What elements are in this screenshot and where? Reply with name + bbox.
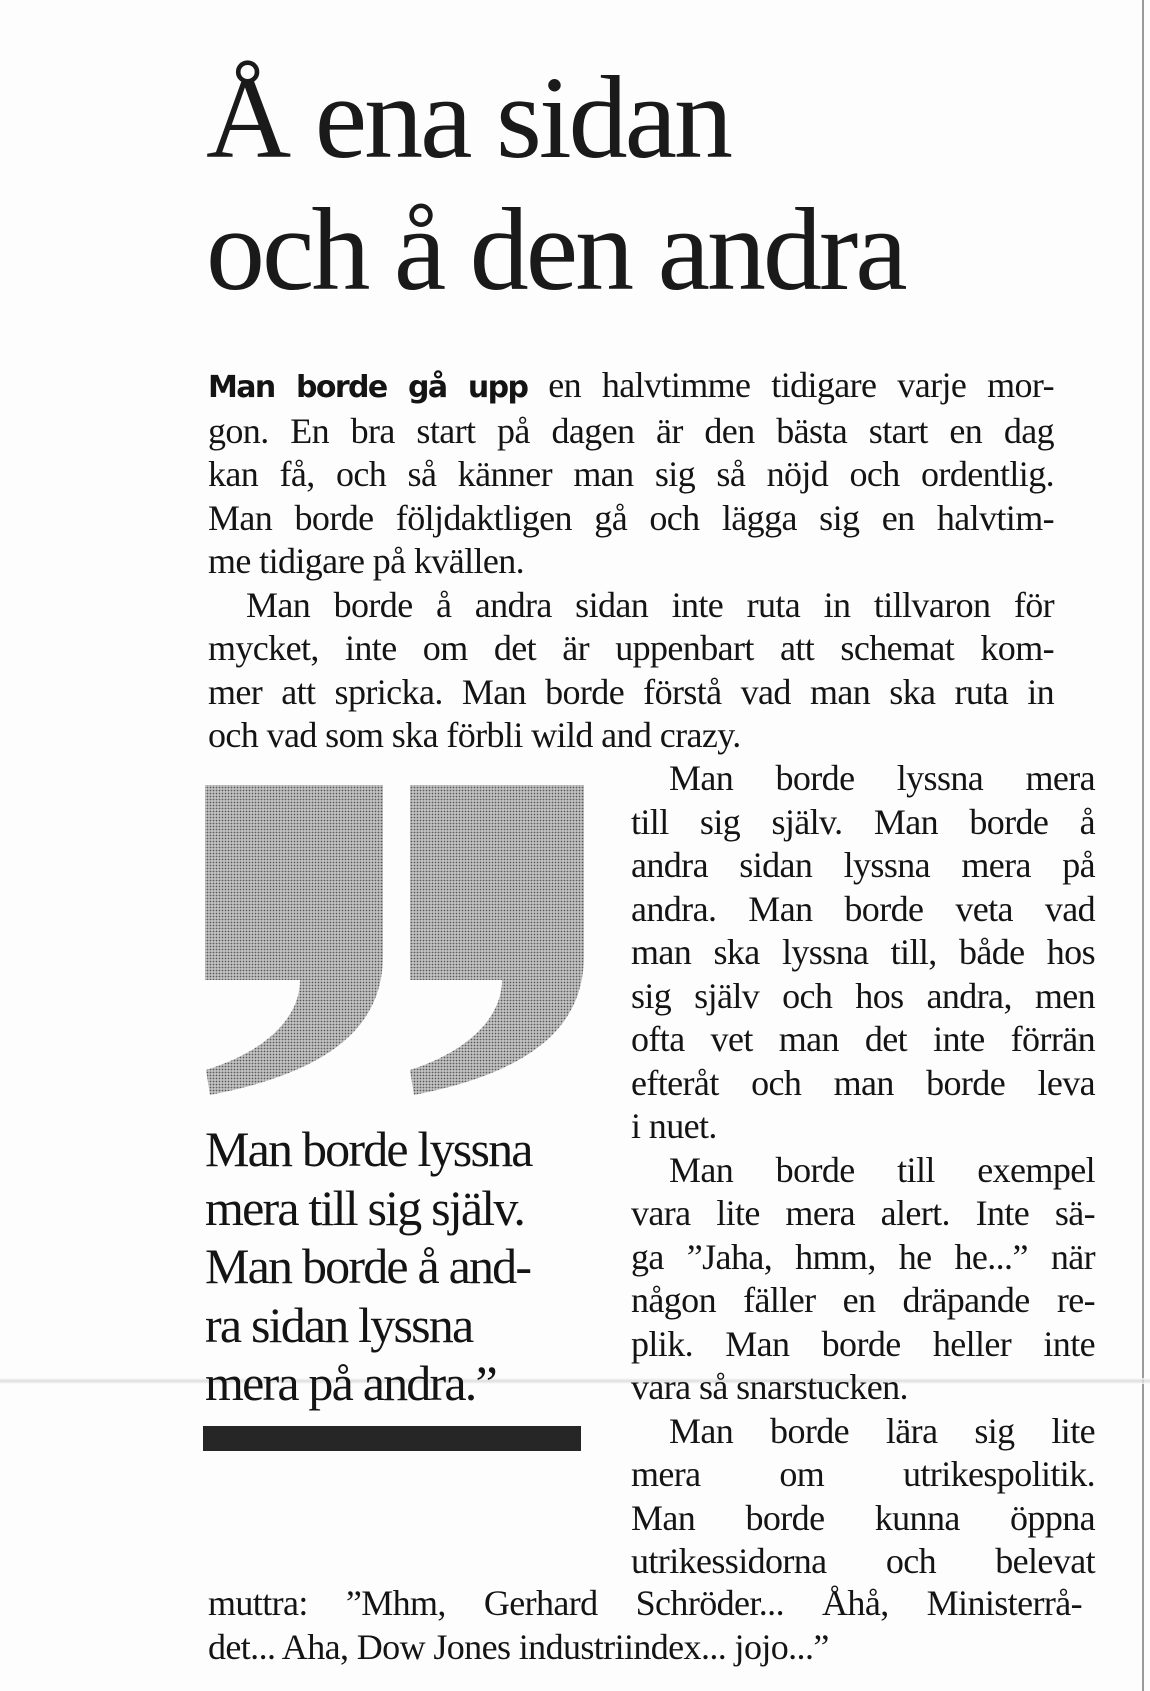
- lead-in: Man borde gå upp: [208, 370, 528, 405]
- text-line: [208, 1626, 1082, 1670]
- pull-quote-line: mera på andra.”: [205, 1355, 496, 1411]
- text-line-content: ofta vet man det inte förrän: [631, 1019, 1095, 1059]
- text-line-content: kan få, och så känner man sig så nöjd och ordentlig.: [208, 454, 1054, 494]
- text-line: [208, 410, 1054, 454]
- text-line: [208, 714, 1054, 758]
- pull-quote-line: Man borde å and-: [205, 1238, 531, 1294]
- text-line: [631, 1105, 1095, 1149]
- text-line: [631, 1236, 1095, 1280]
- text-line-content: andra sidan lyssna mera på: [631, 845, 1095, 885]
- text-line: [208, 1582, 1082, 1626]
- text-line: [631, 888, 1095, 932]
- headline-line: Å ena sidan: [206, 52, 731, 183]
- text-line-content: plik. Man borde heller inte: [631, 1323, 1095, 1364]
- article-body-bottom: [208, 1582, 1082, 1669]
- text-line: [631, 931, 1095, 975]
- text-line: [631, 1062, 1095, 1106]
- pull-quote-rule: [203, 1426, 581, 1451]
- text-line: [631, 1540, 1095, 1584]
- text-line-content: sig själv och hos andra, men: [631, 975, 1095, 1016]
- text-line: [631, 1366, 1095, 1410]
- text-line: [208, 540, 1054, 584]
- pull-quote-line: mera till sig själv.: [205, 1179, 525, 1236]
- text-line: [631, 1497, 1095, 1541]
- text-line-content: andra. Man borde veta vad: [631, 888, 1095, 929]
- text-line: [208, 584, 1054, 628]
- text-line-content: mera om utrikespolitik.: [631, 1454, 1095, 1494]
- text-line: [208, 453, 1054, 497]
- text-line-content: utrikessidorna och belevat: [631, 1541, 1095, 1581]
- text-line-content: efteråt och man borde leva: [631, 1062, 1095, 1103]
- text-line: [631, 1192, 1095, 1236]
- text-line: [631, 1323, 1095, 1367]
- text-line: [208, 364, 1054, 410]
- headline: [206, 52, 1026, 316]
- text-line-content: ga ”Jaha, hmm, he he...” när: [631, 1236, 1095, 1277]
- text-line-content: till sig själv. Man borde å: [631, 801, 1095, 842]
- text-line: [631, 844, 1095, 888]
- text-line: [631, 1410, 1095, 1454]
- text-line-content: Man borde å andra sidan inte ruta in tillvaron för: [246, 584, 1054, 625]
- closing-quote-icon: [200, 780, 595, 1105]
- text-line: [631, 757, 1095, 801]
- text-line-content: Man borde följdaktligen gå och lägga sig en halvtim-: [208, 497, 1054, 538]
- text-line: [631, 1149, 1095, 1193]
- text-line-content: vara lite mera alert. Inte sä-: [631, 1193, 1095, 1233]
- text-line-content: i nuet.: [631, 1106, 717, 1146]
- text-line: [631, 1453, 1095, 1497]
- text-line-content: och vad som ska förbli wild and crazy.: [208, 715, 741, 755]
- text-line-content: vara så snarstucken.: [631, 1367, 908, 1407]
- article-body-top: [208, 364, 1054, 758]
- article-body-right-column: [631, 757, 1095, 1584]
- text-line-content: gon. En bra start på dagen är den bästa start en dag: [208, 410, 1054, 451]
- text-line-content: mycket, inte om det är uppenbart att schemat kom-: [208, 628, 1054, 668]
- text-line: [631, 1279, 1095, 1323]
- text-line-content: någon fäller en dräpande re-: [631, 1280, 1095, 1320]
- text-line-content: Man borde kunna öppna: [631, 1497, 1095, 1538]
- pull-quote: [205, 1120, 590, 1413]
- text-line-content: me tidigare på kvällen.: [208, 541, 525, 581]
- text-line-content: det... Aha, Dow Jones industriindex... jojo...”: [208, 1626, 829, 1667]
- text-line-content: Man borde lära sig lite: [669, 1410, 1095, 1451]
- text-line: [208, 497, 1054, 541]
- headline-line: och å den andra: [206, 184, 905, 315]
- pull-quote-line: ra sidan lyssna: [205, 1296, 473, 1353]
- clipping-edge-line: [1142, 0, 1144, 1691]
- text-line-content: Man borde lyssna mera: [669, 758, 1095, 798]
- text-line-content: mer att spricka. Man borde förstå vad man ska ruta in: [208, 671, 1054, 712]
- pull-quote-line: Man borde lyssna: [205, 1121, 532, 1177]
- text-line-content: muttra: ”Mhm, Gerhard Schröder... Åhå, Ministerrå-: [208, 1583, 1082, 1623]
- text-line: [631, 1018, 1095, 1062]
- text-line: [208, 671, 1054, 715]
- text-line: [208, 627, 1054, 671]
- text-line-content: Man borde till exempel: [669, 1149, 1095, 1190]
- text-line-content: en halvtimme tidigare varje mor-: [527, 365, 1054, 405]
- text-line-content: man ska lyssna till, både hos: [631, 932, 1095, 972]
- text-line: [631, 801, 1095, 845]
- text-line: [631, 975, 1095, 1019]
